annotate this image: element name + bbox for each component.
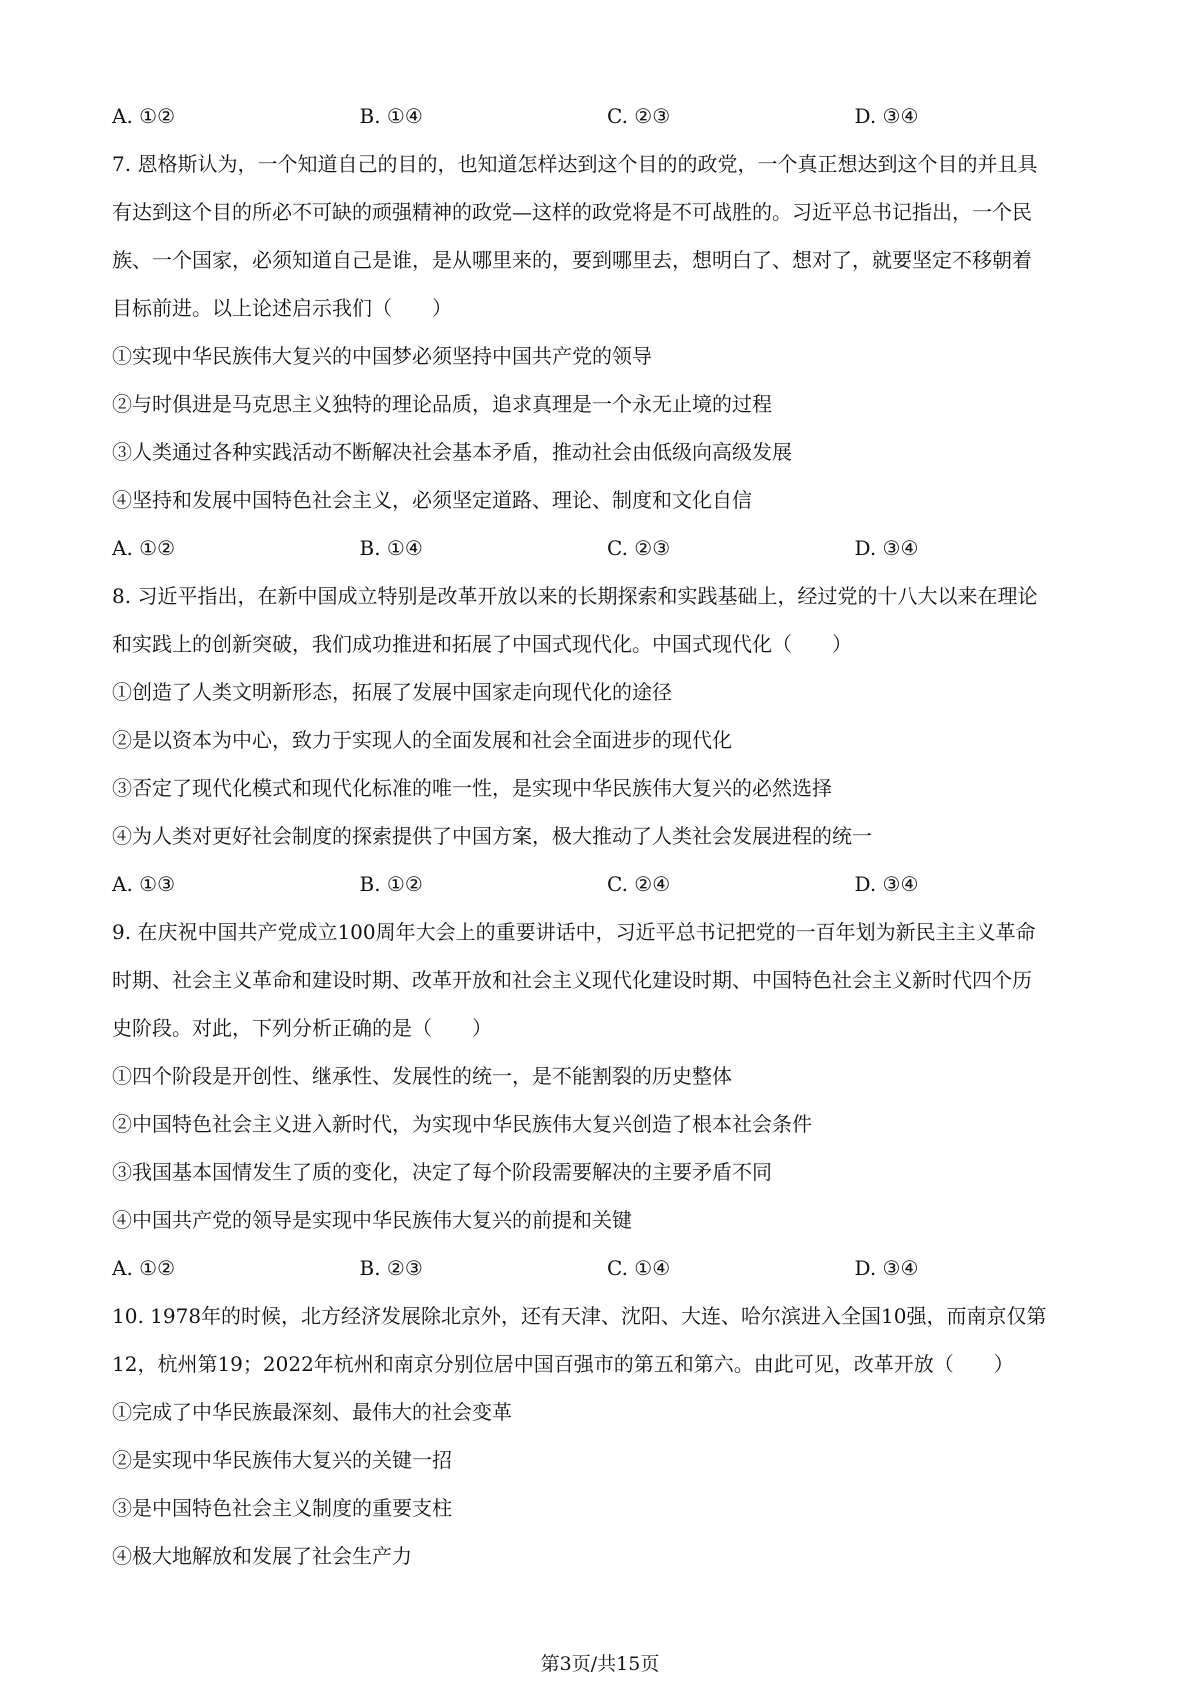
q9-statement-3: ③我国基本国情发生了质的变化，决定了每个阶段需要解决的主要矛盾不同	[112, 1160, 772, 1184]
question-10	[112, 1296, 1102, 1584]
q8-statement-1: ①创造了人类文明新形态，拓展了发展中国家走向现代化的途径	[112, 680, 672, 704]
q7-stem-line-3: 族、一个国家，必须知道自己是谁，是从哪里来的，要到哪里去，想明白了、想对了，就要坚定不移朝着	[112, 248, 1032, 272]
page-content	[112, 96, 1102, 1584]
q8-option-b: B. ①②	[359, 872, 423, 896]
q6-option-d: D. ③④	[854, 104, 919, 128]
question-8	[112, 576, 1102, 912]
q9-statement-4: ④中国共产党的领导是实现中华民族伟大复兴的前提和关键	[112, 1208, 632, 1232]
q9-option-c: C. ①④	[607, 1256, 671, 1280]
q9-option-b: B. ②③	[359, 1256, 423, 1280]
q8-options	[112, 864, 1102, 912]
q6-option-a: A. ①②	[112, 104, 176, 128]
q8-option-c: C. ②④	[607, 872, 671, 896]
q8-option-d: D. ③④	[854, 872, 919, 896]
q10-statement-3: ③是中国特色社会主义制度的重要支柱	[112, 1496, 452, 1520]
page-number-footer: 第3页/共15页	[540, 1653, 660, 1675]
question-7	[112, 144, 1102, 576]
q10-stem-line-1: 10. 1978年的时候，北方经济发展除北京外，还有天津、沈阳、大连、哈尔滨进入全国10强，而南京仅第	[112, 1304, 1047, 1328]
q8-option-a: A. ①③	[112, 872, 176, 896]
q8-stem-line-1: 8. 习近平指出，在新中国成立特别是改革开放以来的长期探索和实践基础上，经过党的十八大以来在理论	[112, 584, 1038, 608]
q10-statement-4: ④极大地解放和发展了社会生产力	[112, 1544, 412, 1568]
q7-options	[112, 528, 1102, 576]
q8-statement-2: ②是以资本为中心，致力于实现人的全面发展和社会全面进步的现代化	[112, 728, 732, 752]
q10-stem-line-2: 12，杭州第19；2022年杭州和南京分别位居中国百强市的第五和第六。由此可见，改革开放（ ）	[112, 1352, 1014, 1376]
q10-statement-2: ②是实现中华民族伟大复兴的关键一招	[112, 1448, 452, 1472]
q9-option-d: D. ③④	[854, 1256, 919, 1280]
q7-option-a: A. ①②	[112, 536, 176, 560]
q8-stem-line-2: 和实践上的创新突破，我们成功推进和拓展了中国式现代化。中国式现代化（ ）	[112, 632, 852, 656]
q7-statement-1: ①实现中华民族伟大复兴的中国梦必须坚持中国共产党的领导	[112, 344, 652, 368]
q6-options	[112, 96, 1102, 144]
q7-option-c: C. ②③	[607, 536, 671, 560]
q7-statement-2: ②与时俱进是马克思主义独特的理论品质，追求真理是一个永无止境的过程	[112, 392, 772, 416]
q9-stem-line-2: 时期、社会主义革命和建设时期、改革开放和社会主义现代化建设时期、中国特色社会主义新时代四个历	[112, 968, 1032, 992]
q9-options	[112, 1248, 1102, 1296]
q7-stem-line-1: 7. 恩格斯认为，一个知道自己的目的，也知道怎样达到这个目的的政党，一个真正想达到这个目的并且具	[112, 152, 1038, 176]
q7-stem-line-2: 有达到这个目的所必不可缺的顽强精神的政党—这样的政党将是不可战胜的。习近平总书记指出，一个民	[112, 200, 1032, 224]
question-9	[112, 912, 1102, 1296]
q9-option-a: A. ①②	[112, 1256, 176, 1280]
q6-option-c: C. ②③	[607, 104, 671, 128]
q9-statement-2: ②中国特色社会主义进入新时代，为实现中华民族伟大复兴创造了根本社会条件	[112, 1112, 812, 1136]
q8-statement-3: ③否定了现代化模式和现代化标准的唯一性，是实现中华民族伟大复兴的必然选择	[112, 776, 832, 800]
q6-option-b: B. ①④	[359, 104, 423, 128]
q7-option-d: D. ③④	[854, 536, 919, 560]
q7-statement-4: ④坚持和发展中国特色社会主义，必须坚定道路、理论、制度和文化自信	[112, 488, 752, 512]
q8-statement-4: ④为人类对更好社会制度的探索提供了中国方案，极大推动了人类社会发展进程的统一	[112, 824, 872, 848]
q9-stem-line-1: 9. 在庆祝中国共产党成立100周年大会上的重要讲话中，习近平总书记把党的一百年划为新民主主义革命	[112, 920, 1036, 944]
q9-statement-1: ①四个阶段是开创性、继承性、发展性的统一，是不能割裂的历史整体	[112, 1064, 732, 1088]
q7-statement-3: ③人类通过各种实践活动不断解决社会基本矛盾，推动社会由低级向高级发展	[112, 440, 792, 464]
q7-stem-line-4: 目标前进。以上论述启示我们（ ）	[112, 296, 452, 320]
q9-stem-line-3: 史阶段。对此，下列分析正确的是（ ）	[112, 1016, 492, 1040]
q10-statement-1: ①完成了中华民族最深刻、最伟大的社会变革	[112, 1400, 512, 1424]
q7-option-b: B. ①④	[359, 536, 423, 560]
